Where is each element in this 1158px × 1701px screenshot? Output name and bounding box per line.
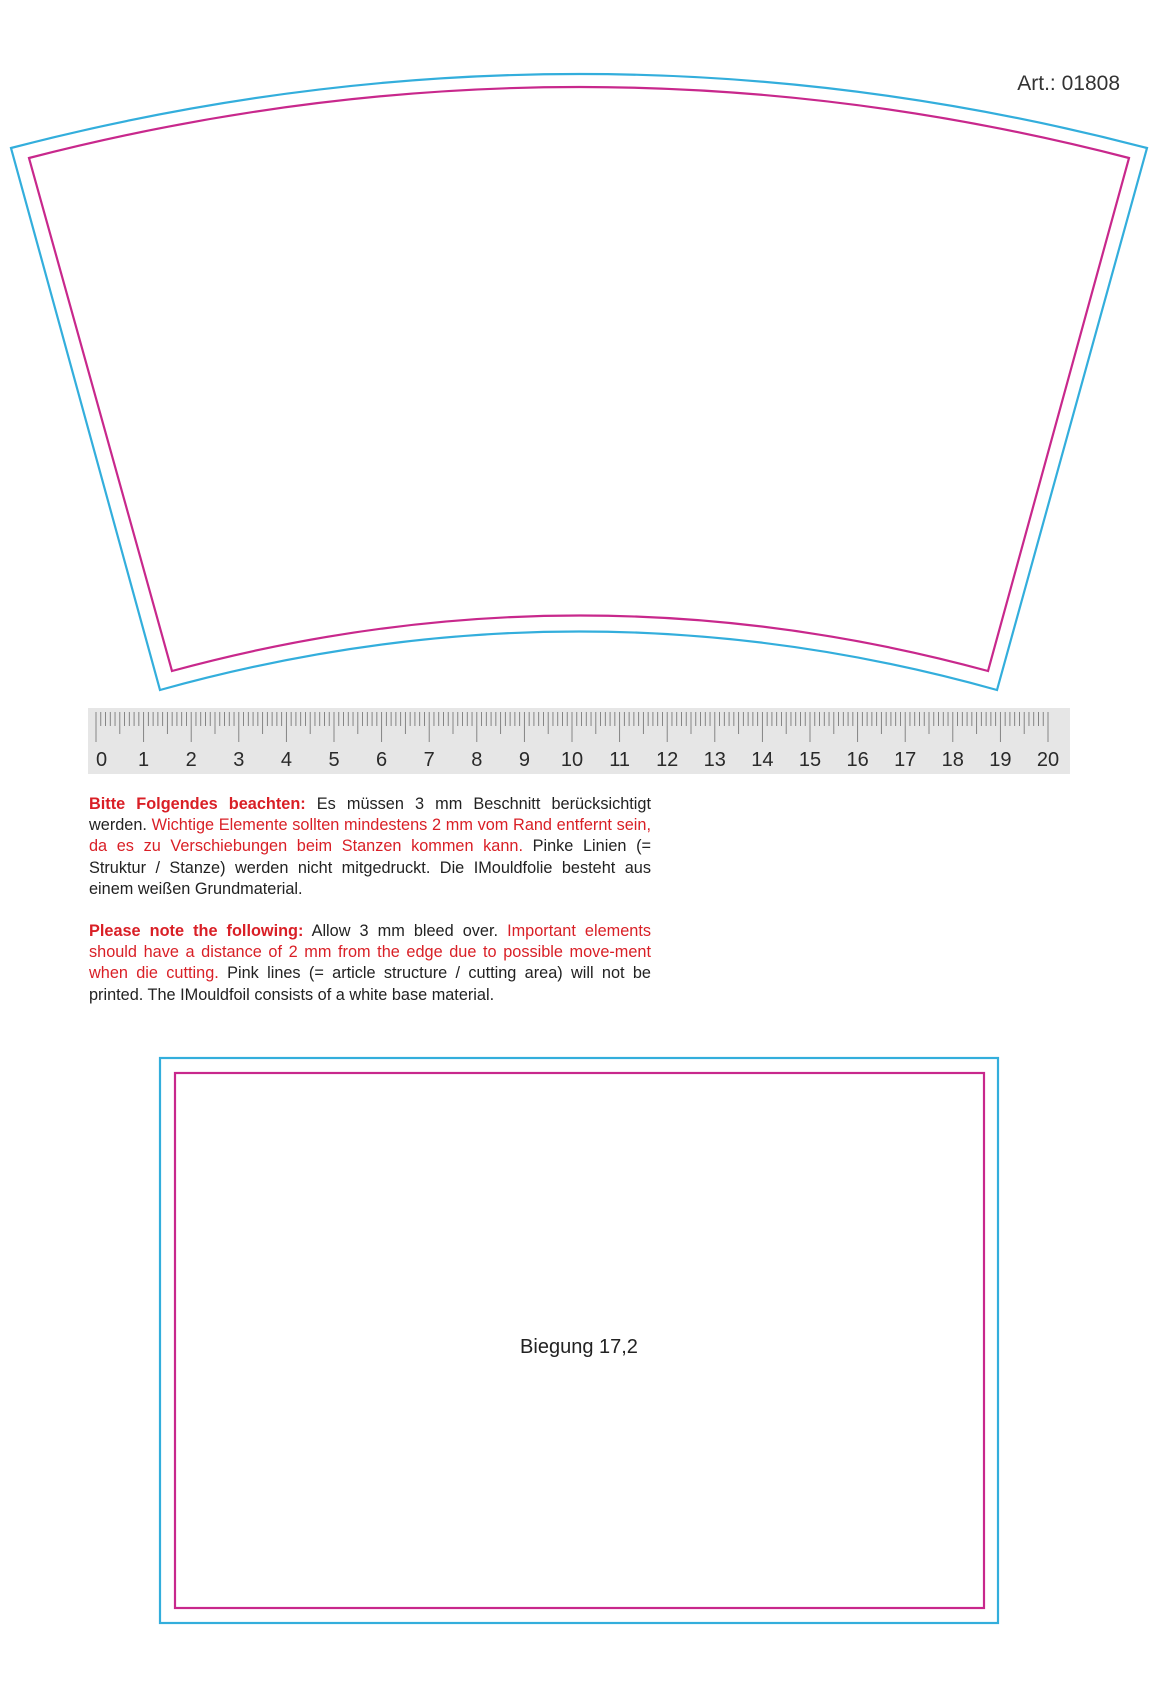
ruler [88,708,1070,774]
print-notes [89,794,651,1027]
note-english-lead: Please note the following: [89,922,304,941]
ruler-label: 13 [703,749,726,771]
ruler-label: 15 [798,749,822,771]
note-german-warning: Wichtige Elemente sollten mindestens 2 mm vom Rand entfernt sein, da es zu Verschiebungen beim Stanzen kommen kann. [89,816,651,856]
ruler-label: 7 [423,749,435,771]
ruler-scale [88,708,1070,774]
note-german-text2: Pinke Linien (= Struktur / Stanze) werden nicht mitgedruckt. Die IMouldfolie besteht aus einem weißen Grundmaterial. [89,837,652,898]
curved-cut-outline [29,87,1129,671]
note-german [89,794,651,900]
ruler-label: 18 [941,749,964,771]
note-german-text1: Es müssen 3 mm Beschnitt berücksichtigt werden. [89,795,651,835]
ruler-label: 9 [518,749,530,771]
ruler-label: 3 [233,749,245,771]
curved-bleed-outline [11,74,1147,690]
note-english-text1: Allow 3 mm bleed over. [303,922,508,941]
note-english-warning: Important elements should have a distance of 2 mm from the edge due to possible move-ment when die cutting. [89,922,651,983]
article-number: Art.: 01808 [1017,72,1120,95]
ruler-label: 11 [609,749,630,771]
ruler-label: 2 [185,749,197,771]
ruler-label: 14 [751,749,774,771]
ruler-label: 20 [1036,749,1060,771]
ruler-label: 1 [138,749,150,771]
ruler-label: 10 [560,749,584,771]
ruler-label: 12 [656,749,679,771]
ruler-label: 6 [376,749,388,771]
ruler-label: 8 [471,749,483,771]
ruler-label: 0 [96,749,108,771]
ruler-label: 16 [846,749,869,771]
note-english-text2: Pink lines (= article structure / cutting area) will not be printed. The IMouldfoil consists of a white base material. [89,964,651,1004]
ruler-label: 17 [894,749,917,771]
note-german-lead: Bitte Folgendes beachten: [89,795,306,813]
ruler-label: 5 [328,749,340,771]
ruler-label: 19 [989,749,1012,771]
bend-label: Biegung 17,2 [520,1336,638,1358]
note-english [89,921,651,1006]
ruler-label: 4 [280,749,292,771]
